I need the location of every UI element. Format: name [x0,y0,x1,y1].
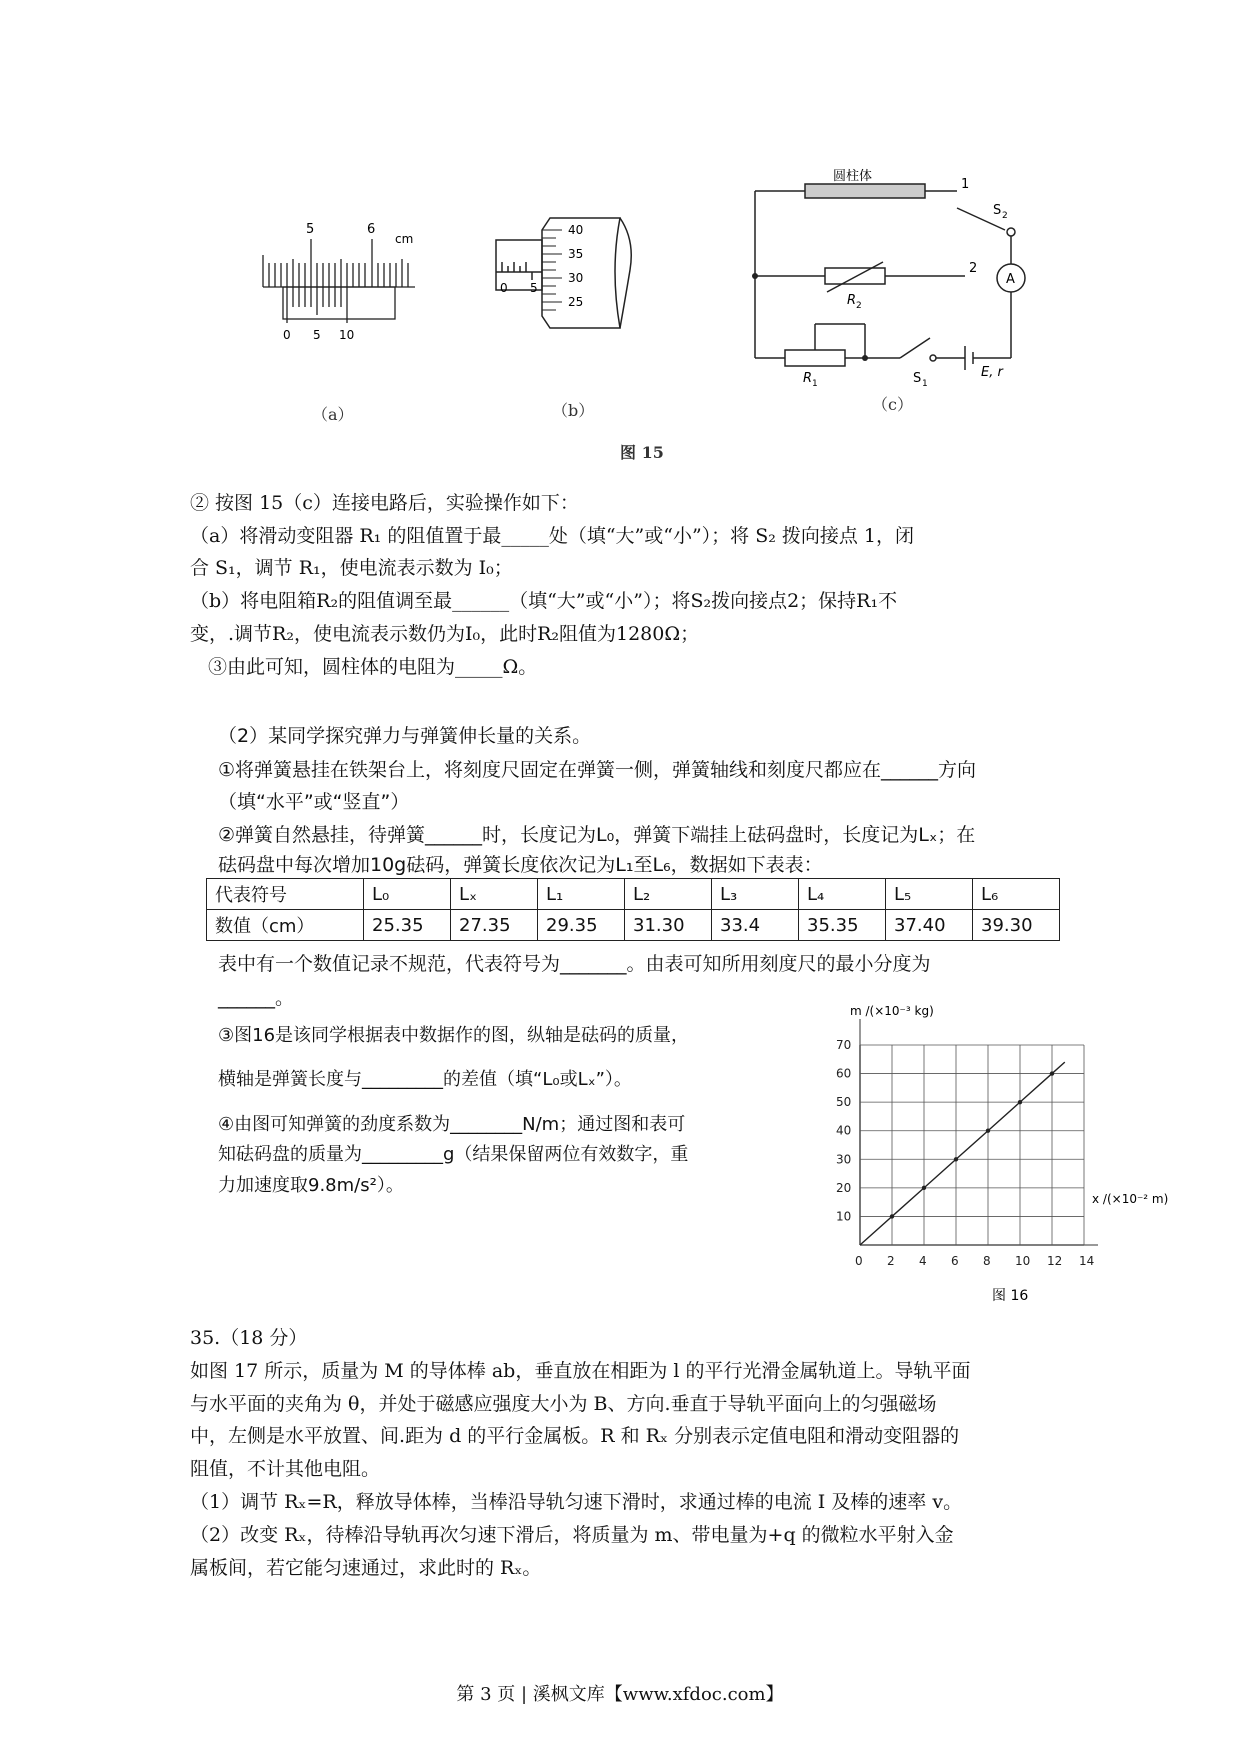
table-cell: 37.40 [886,910,973,941]
problem-35-heading: 35.（18 分） [190,1327,308,1349]
after-table-line-2: ______。 [218,987,295,1009]
table-cell: L₂ [625,879,712,910]
chart-y-tick-label: 60 [836,1066,852,1081]
table-cell: L₃ [712,879,799,910]
page-footer: 第 3 页 | 溪枫文库【www.xfdoc.com】 [456,1684,784,1705]
part2-q4-line-2: 知砝码盘的质量为_________g（结果保留两位有效数字，重 [218,1144,689,1165]
vernier-label-10: 10 [339,328,355,342]
table-cell: 35.35 [799,910,886,941]
table-cell: L₄ [799,879,886,910]
vernier-label-0: 0 [283,328,291,342]
chart-y-tick-label: 10 [836,1209,852,1224]
caliper-unit: cm [395,232,414,246]
circuit-r2-sub: 2 [856,301,862,311]
vernier-label-5: 5 [313,328,321,342]
circuit-switch-s1-sub: 1 [922,379,928,389]
circuit-cylinder-label: 圆柱体 [833,169,873,184]
table-row [207,879,1060,910]
chart-y-axis-label: m /(×10⁻³ kg) [850,1004,934,1018]
problem-35-para-2: 与水平面的夹角为 θ，并处于磁感应强度大小为 B、方向.垂直于导轨平面向上的匀强磁场 [190,1393,937,1415]
vernier-caliper-diagram [255,215,425,345]
part2-q3-line-2: 横轴是弹簧长度与_________的差值（填“L₀或Lₓ”）。 [218,1069,632,1090]
problem-35-q1: （1）调节 Rₓ=R，释放导体棒，当棒沿导轨匀速下滑时，求通过棒的电流 I 及棒的速率 v。 [190,1491,963,1513]
chart-data-point [1050,1071,1054,1075]
after-table-line-1: 表中有一个数值记录不规范，代表符号为_______。由表可知所用刻度尺的最小分度为 [218,953,931,975]
part2-q1-line-2: （填“水平”或“竖直”） [218,791,410,813]
chart-x-axis-label: x /(×10⁻² m) [1092,1192,1169,1206]
caliper-label-5: 5 [306,222,315,237]
figure-15-sub-a: （a） [312,405,354,424]
step-b-line-1: （b）将电阻箱R₂的阻值调至最______（填“大”或“小”）；将S₂拨向接点2；保持R₁不 [190,590,898,612]
spring-data-table [206,878,1060,941]
circuit-switch-s2-sub: 2 [1002,211,1008,221]
chart-x-tick-label: 8 [983,1254,991,1268]
chart-x-tick-label: 0 [855,1254,863,1268]
chart-y-tick-label: 40 [836,1123,852,1138]
micrometer-label-s0: 0 [500,281,508,295]
chart-x-tick-label: 10 [1015,1254,1031,1268]
circuit-switch-s2: S [993,203,1002,218]
circuit-r1-label: R [803,371,813,386]
part2-q2-line-1: ②弹簧自然悬挂，待弹簧______时，长度记为L₀，弹簧下端挂上砝码盘时，长度记为Lₓ；在 [218,824,976,846]
table-cell: 33.4 [712,910,799,941]
table-cell: 29.35 [538,910,625,941]
circuit-source-label: E, r [981,365,1003,380]
micrometer-label-30: 30 [568,271,584,285]
circuit-point-2: 2 [969,261,978,276]
chart-x-tick-label: 2 [887,1254,895,1268]
problem-35-para-3: 中，左侧是水平放置、间.距为 d 的平行金属板。R 和 Rₓ 分别表示定值电阻和滑动变阻器的 [190,1425,960,1447]
table-cell: L₀ [364,879,451,910]
chart-data-point [1018,1100,1022,1104]
part2-q2-line-2: 砝码盘中每次增加10g砝码，弹簧长度依次记为L₁至L₆，数据如下表表： [218,854,823,876]
table-header-cell: 数值（cm） [207,910,364,941]
table-cell: L₁ [538,879,625,910]
micrometer-diagram [490,210,650,340]
problem-35-q2-line-1: （2）改变 Rₓ，待棒沿导轨再次匀速下滑后，将质量为 m、带电量为+q 的微粒水平射入金 [190,1524,954,1546]
table-cell: L₆ [973,879,1060,910]
table-cell: 39.30 [973,910,1060,941]
table-row [207,910,1060,941]
table-cell: L₅ [886,879,973,910]
step3-line: ③由此可知，圆柱体的电阻为_____Ω。 [208,656,538,678]
figure-16-caption: 图 16 [992,1288,1029,1304]
micrometer-label-40: 40 [568,223,584,237]
part2-q1-line-1: ①将弹簧悬挂在铁架台上，将刻度尺固定在弹簧一侧，弹簧轴线和刻度尺都应在______方向 [218,759,977,781]
step-b-line-2: 变，.调节R₂，使电流表示数仍为I₀，此时R₂阻值为1280Ω； [190,623,700,645]
step2-intro: ② 按图 15（c）连接电路后，实验操作如下： [190,492,579,514]
figure-15-caption: 图 15 [620,443,664,462]
chart-x-tick-label: 14 [1079,1254,1095,1268]
step-a-line-2: 合 S₁，调节 R₁，使电流表示数为 I₀； [190,557,513,579]
problem-35-q2-line-2: 属板间，若它能匀速通过，求此时的 Rₓ。 [190,1557,542,1579]
chart-y-tick-label: 50 [836,1095,852,1110]
chart-y-tick-label: 20 [836,1180,852,1195]
step-a-line-1: （a）将滑动变阻器 R₁ 的阻值置于最_____处（填“大”或“小”）；将 S₂ 拨向接点 1，闭 [190,525,915,547]
chart-data-point [986,1129,990,1133]
circuit-r2-label: R [847,293,857,308]
chart-data-point [922,1186,926,1190]
chart-x-tick-label: 12 [1047,1254,1063,1268]
chart-y-tick-label: 70 [836,1038,852,1052]
chart-x-tick-label: 4 [919,1254,927,1268]
chart-x-tick-label: 6 [951,1254,959,1268]
micrometer-label-35: 35 [568,247,584,261]
part2-q4-line-1: ④由图可知弹簧的劲度系数为________N/m；通过图和表可 [218,1114,686,1135]
circuit-point-1: 1 [961,177,970,192]
table-cell: 25.35 [364,910,451,941]
part2-title: （2）某同学探究弹力与弹簧伸长量的关系。 [218,725,592,747]
table-cell: 27.35 [451,910,538,941]
chart-y-tick-label: 30 [836,1152,852,1167]
problem-35-para-1: 如图 17 所示，质量为 M 的导体棒 ab，垂直放在相距为 l 的平行光滑金属轨道上。导轨平面 [190,1360,971,1382]
caliper-label-6: 6 [367,222,376,237]
circuit-switch-s1: S [913,371,922,386]
ammeter-icon: A [1006,272,1015,287]
part2-q3-line-1: ③图16是该同学根据表中数据作的图，纵轴是砝码的质量， [218,1025,690,1046]
problem-35-para-4: 阻值，不计其他电阻。 [190,1458,381,1480]
figure-15-sub-c: （c） [872,395,913,414]
chart-data-point [954,1157,958,1161]
table-cell: Lₓ [451,879,538,910]
chart-data-point [890,1214,894,1218]
micrometer-label-25: 25 [568,295,584,309]
part2-q4-line-3: 力加速度取9.8m/s²）。 [218,1175,404,1196]
circuit-r1-sub: 1 [812,379,818,389]
table-header-cell: 代表符号 [207,879,364,910]
figure-16-chart [820,1000,1200,1304]
circuit-diagram [735,168,1045,389]
figure-15-sub-b: （b） [552,401,595,420]
table-cell: 31.30 [625,910,712,941]
micrometer-label-s5: 5 [530,281,538,295]
